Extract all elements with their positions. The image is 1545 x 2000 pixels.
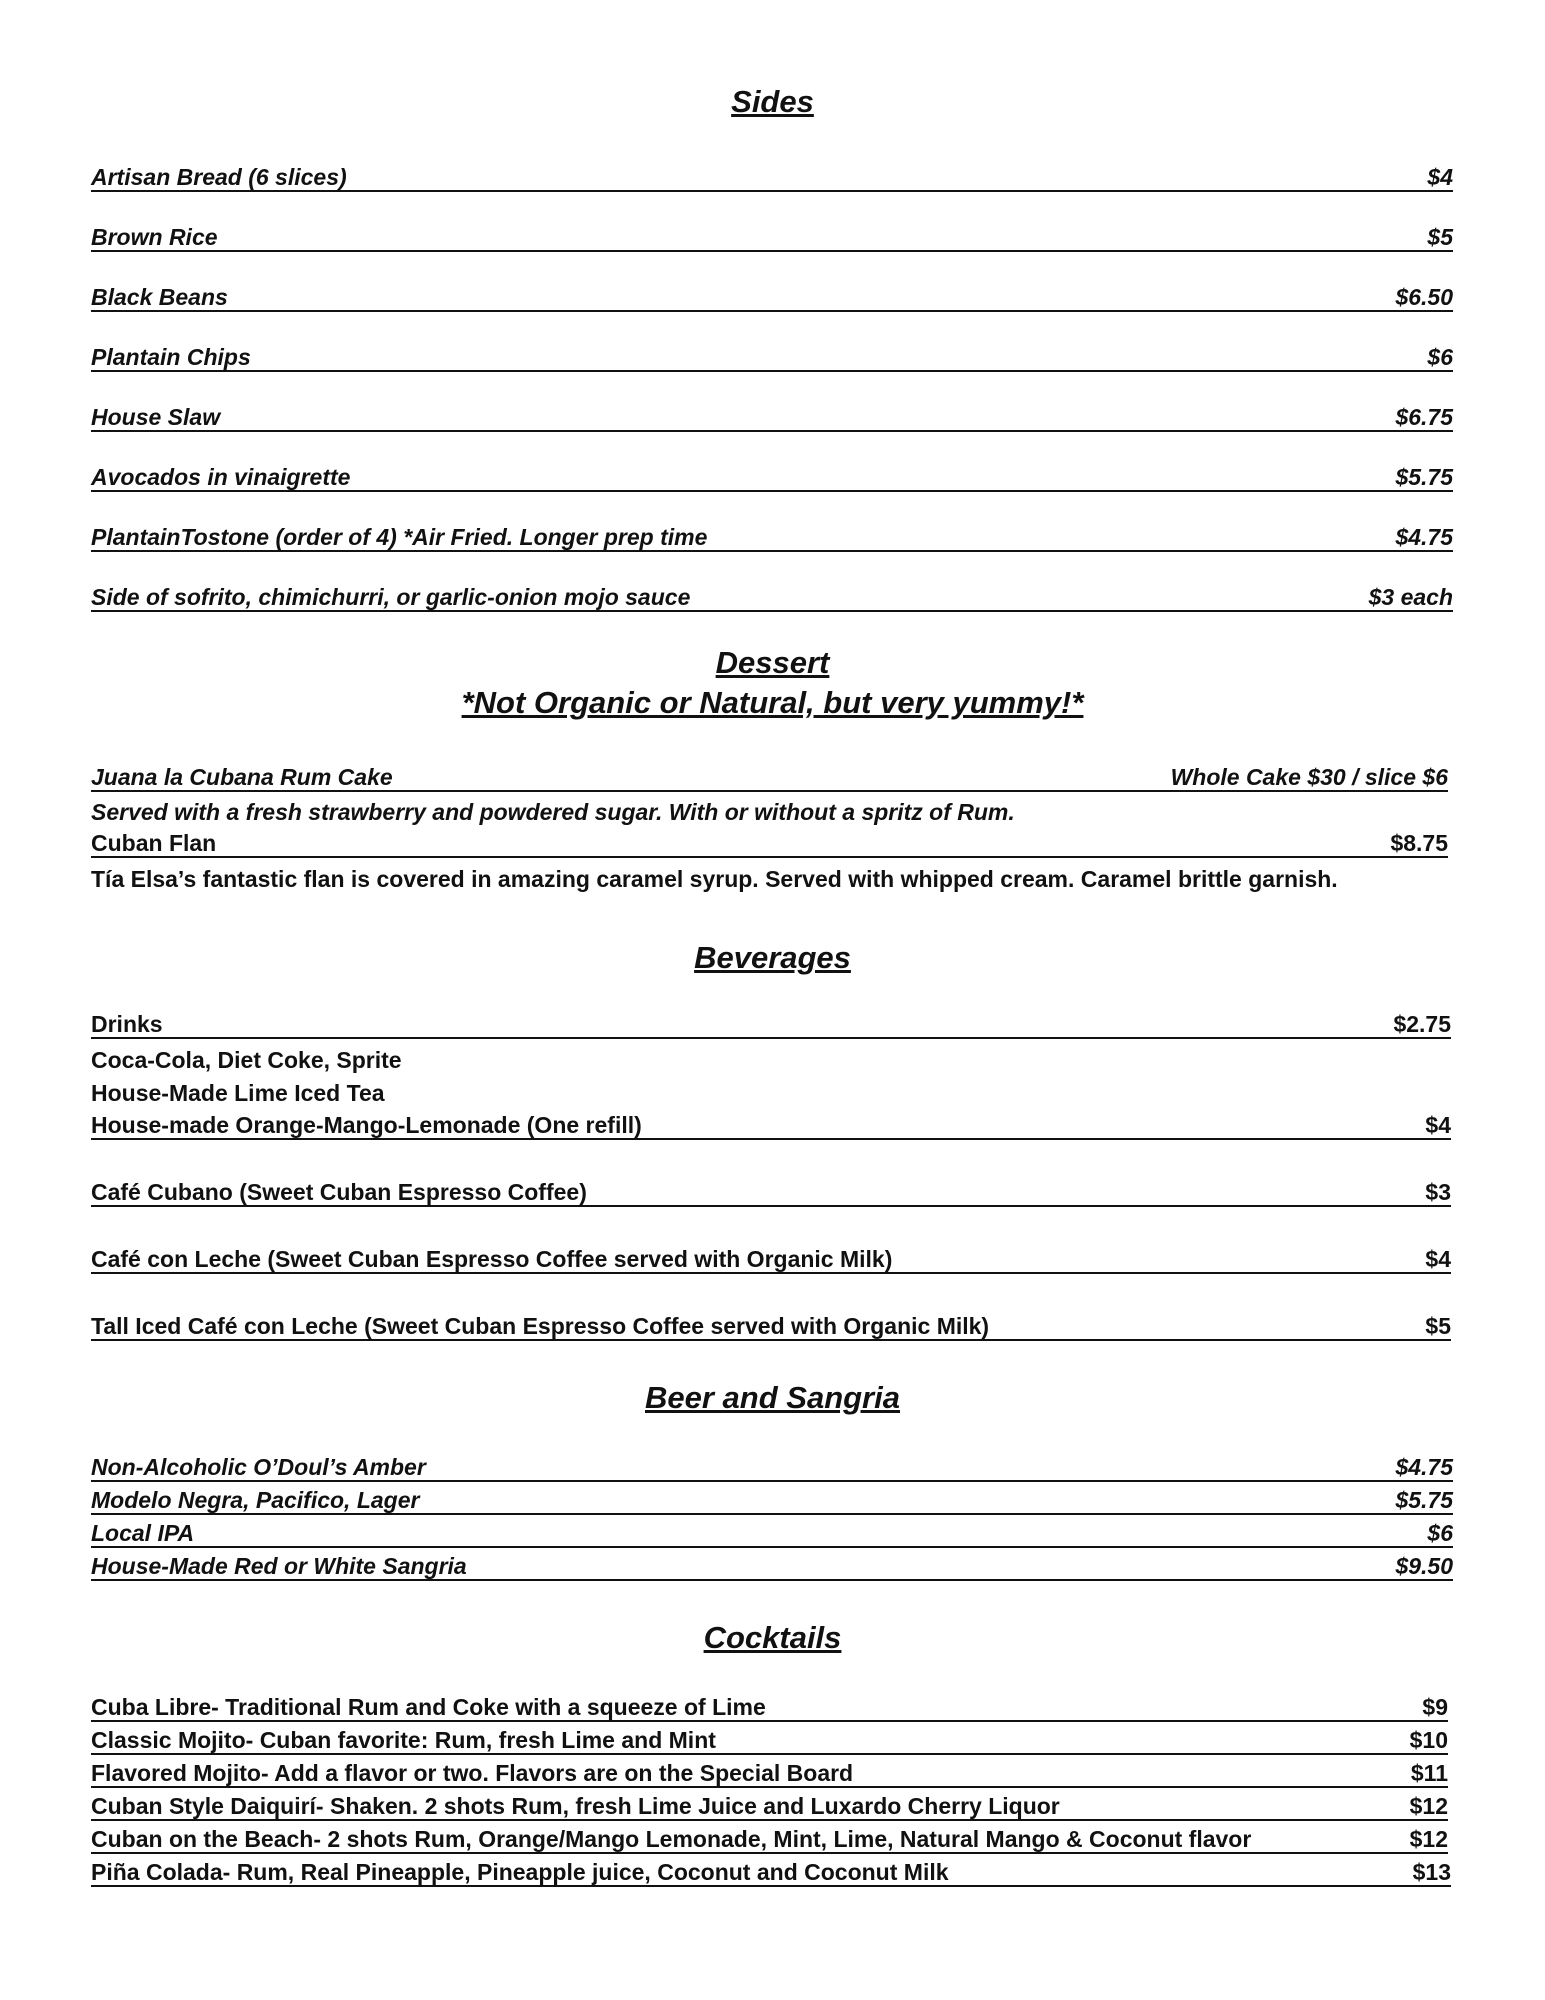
item-name: Non-Alcoholic O’Doul’s Amber <box>91 1454 426 1480</box>
item-price: $4.75 <box>1395 1454 1453 1480</box>
item-name: Local IPA <box>91 1520 195 1546</box>
item-price: $4.75 <box>1395 524 1453 550</box>
menu-item <box>91 524 1453 552</box>
item-name: Flavored Mojito- Add a flavor or two. Flavors are on the Special Board <box>91 1760 854 1786</box>
cocktails-heading: Cocktails <box>703 1620 842 1655</box>
item-description: Tía Elsa’s fantastic flan is covered in amazing caramel syrup. Served with whipped cream. Caramel brittle garnish. <box>91 866 1338 892</box>
menu-item <box>91 404 1453 432</box>
item-name: Cuban Style Daiquirí- Shaken. 2 shots Rum, fresh Lime Juice and Luxardo Cherry Liquor <box>91 1793 1060 1819</box>
item-price: $5 <box>1425 1313 1451 1339</box>
item-description: Served with a fresh strawberry and powdered sugar. With or without a spritz of Rum. <box>91 799 1015 825</box>
item-name: Classic Mojito- Cuban favorite: Rum, fresh Lime and Mint <box>91 1727 716 1753</box>
item-name: Avocados in vinaigrette <box>91 464 351 490</box>
menu-item <box>91 1859 1451 1887</box>
menu-item <box>91 830 1448 858</box>
item-name: Juana la Cubana Rum Cake <box>91 764 393 790</box>
item-price: $12 <box>1409 1826 1448 1852</box>
item-price: $4 <box>1425 1246 1451 1272</box>
item-price: $5.75 <box>1395 464 1453 490</box>
menu-item <box>91 224 1453 252</box>
item-price: $9.50 <box>1395 1553 1453 1579</box>
menu-item <box>91 1826 1448 1854</box>
item-price: $13 <box>1412 1859 1451 1885</box>
item-name: Artisan Bread (6 slices) <box>91 164 347 190</box>
item-price: $4 <box>1427 164 1453 190</box>
item-price: $8.75 <box>1390 830 1448 856</box>
item-name: Black Beans <box>91 284 228 310</box>
drink-option: Coca-Cola, Diet Coke, Sprite <box>91 1047 402 1073</box>
item-price: $6 <box>1427 1520 1453 1546</box>
item-name: Cuban Flan <box>91 830 217 856</box>
item-price: $10 <box>1409 1727 1448 1753</box>
item-name: Tall Iced Café con Leche (Sweet Cuban Espresso Coffee served with Organic Milk) <box>91 1313 990 1339</box>
item-price: $6.50 <box>1395 284 1453 310</box>
item-name: House-made Orange-Mango-Lemonade (One refill) <box>91 1112 642 1138</box>
item-name: PlantainTostone (order of 4) *Air Fried. Longer prep time <box>91 524 708 550</box>
item-name: House Slaw <box>91 404 221 430</box>
menu-item <box>91 1553 1453 1581</box>
menu-item <box>91 1179 1451 1207</box>
item-name: Piña Colada- Rum, Real Pineapple, Pineapple juice, Coconut and Coconut Milk <box>91 1859 949 1885</box>
item-price: $2.75 <box>1393 1011 1451 1037</box>
beverages-heading: Beverages <box>694 940 851 975</box>
item-name: Café con Leche (Sweet Cuban Espresso Coffee served with Organic Milk) <box>91 1246 893 1272</box>
sides-heading: Sides <box>731 84 814 119</box>
menu-item <box>91 1694 1448 1722</box>
item-price: $6.75 <box>1395 404 1453 430</box>
item-name: Cuba Libre- Traditional Rum and Coke with a squeeze of Lime <box>91 1694 766 1720</box>
item-price: $4 <box>1425 1112 1451 1138</box>
dessert-subtitle: *Not Organic or Natural, but very yummy!* <box>461 685 1084 720</box>
menu-item <box>91 464 1453 492</box>
menu-item <box>91 1011 1451 1039</box>
drink-option: House-Made Lime Iced Tea <box>91 1080 385 1106</box>
menu-item <box>91 1246 1451 1274</box>
item-price: $3 <box>1425 1179 1451 1205</box>
menu-item <box>91 284 1453 312</box>
item-price: $11 <box>1410 1760 1448 1786</box>
menu-item <box>91 1760 1448 1788</box>
menu-item <box>91 764 1448 792</box>
item-name: Modelo Negra, Pacifico, Lager <box>91 1487 420 1513</box>
item-name: Cuban on the Beach- 2 shots Rum, Orange/Mango Lemonade, Mint, Lime, Natural Mango & Coconut flavor <box>91 1826 1252 1852</box>
item-name: Drinks <box>91 1011 163 1037</box>
menu-item <box>91 1112 1451 1140</box>
item-name: Plantain Chips <box>91 344 251 370</box>
item-price: $9 <box>1422 1694 1448 1720</box>
menu-item <box>91 1313 1451 1341</box>
menu-item <box>91 584 1453 612</box>
item-price: $5 <box>1427 224 1453 250</box>
item-name: House-Made Red or White Sangria <box>91 1553 467 1579</box>
menu-item <box>91 1727 1448 1755</box>
item-name: Café Cubano (Sweet Cuban Espresso Coffee) <box>91 1179 587 1205</box>
beer-sangria-heading: Beer and Sangria <box>645 1380 900 1415</box>
menu-item <box>91 1487 1453 1515</box>
item-name: Brown Rice <box>91 224 218 250</box>
menu-item <box>91 1454 1453 1482</box>
item-price: $6 <box>1427 344 1453 370</box>
dessert-heading: Dessert <box>715 645 830 680</box>
item-price: $12 <box>1409 1793 1448 1819</box>
menu-item <box>91 1520 1453 1548</box>
item-price: Whole Cake $30 / slice $6 <box>1170 764 1448 790</box>
item-price: $5.75 <box>1395 1487 1453 1513</box>
item-name: Side of sofrito, chimichurri, or garlic-onion mojo sauce <box>91 584 691 610</box>
item-price: $3 each <box>1368 584 1453 610</box>
menu-item <box>91 164 1453 192</box>
menu-item <box>91 1793 1448 1821</box>
menu-item <box>91 344 1453 372</box>
